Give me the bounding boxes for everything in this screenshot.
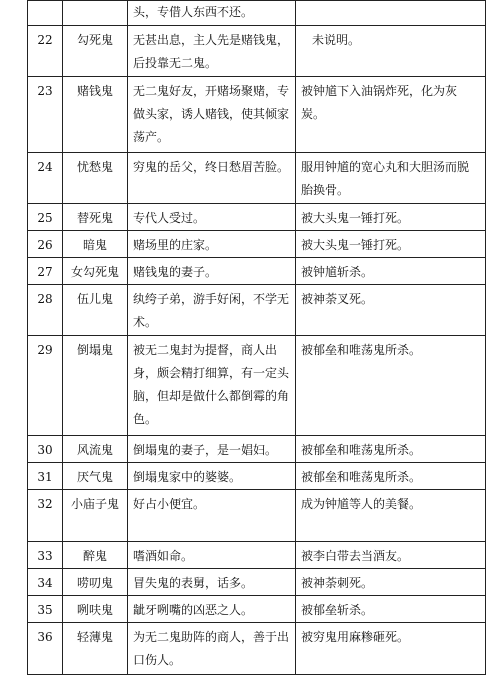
table-row [28, 623, 486, 675]
ghost-name: 轻薄鬼 [63, 623, 128, 675]
ghost-name: 倒塌鬼 [63, 336, 128, 436]
ghost-name [63, 1, 128, 26]
row-number: 25 [28, 204, 63, 231]
ghost-fate: 服用钟馗的宽心丸和大胆汤而脱胎换骨。 [296, 153, 486, 204]
ghost-fate: 被大头鬼一锤打死。 [296, 204, 486, 231]
row-number: 28 [28, 285, 63, 336]
ghost-description: 穷鬼的岳父，终日愁眉苦脸。 [128, 153, 296, 204]
table-row [28, 258, 486, 285]
ghost-description: 专代人受过。 [128, 204, 296, 231]
row-number: 22 [28, 26, 63, 77]
row-number: 36 [28, 623, 63, 675]
ghost-description: 赌钱鬼的妻子。 [128, 258, 296, 285]
row-number: 32 [28, 490, 63, 542]
row-number: 35 [28, 596, 63, 623]
table-row [28, 204, 486, 231]
ghost-fate [296, 1, 486, 26]
ghost-name: 伍儿鬼 [63, 285, 128, 336]
ghost-name: 醉鬼 [63, 542, 128, 569]
table-row [28, 463, 486, 490]
ghost-name: 唠叨鬼 [63, 569, 128, 596]
ghost-description: 无二鬼好友，开赌场聚赌，专做头家，诱人赌钱，使其倾家荡产。 [128, 77, 296, 153]
row-number: 27 [28, 258, 63, 285]
table-row [28, 26, 486, 77]
ghost-name: 暗鬼 [63, 231, 128, 258]
ghost-name: 赌钱鬼 [63, 77, 128, 153]
row-number: 31 [28, 463, 63, 490]
table-row [28, 77, 486, 153]
table-row [28, 542, 486, 569]
ghost-fate: 被神荼叉死。 [296, 285, 486, 336]
row-number: 33 [28, 542, 63, 569]
ghost-description: 头，专借人东西不还。 [128, 1, 296, 26]
ghost-fate: 未说明。 [296, 26, 486, 77]
row-number: 23 [28, 77, 63, 153]
ghost-fate: 被钟馗斩杀。 [296, 258, 486, 285]
ghost-fate: 被神荼刺死。 [296, 569, 486, 596]
ghost-name: 女勾死鬼 [63, 258, 128, 285]
ghost-name: 替死鬼 [63, 204, 128, 231]
table-row [28, 1, 486, 26]
row-number: 29 [28, 336, 63, 436]
ghost-description: 好占小便宜。 [128, 490, 296, 542]
ghost-description: 赌场里的庄家。 [128, 231, 296, 258]
table-row [28, 231, 486, 258]
ghost-table [27, 0, 486, 675]
row-number: 30 [28, 436, 63, 463]
table-row [28, 285, 486, 336]
row-number [28, 1, 63, 26]
ghost-description: 倒塌鬼家中的婆婆。 [128, 463, 296, 490]
ghost-description: 纨绔子弟，游手好闲，不学无术。 [128, 285, 296, 336]
ghost-fate: 被郁垒和唯荡鬼所杀。 [296, 436, 486, 463]
ghost-description: 冒失鬼的表舅，话多。 [128, 569, 296, 596]
ghost-description: 龇牙咧嘴的凶恶之人。 [128, 596, 296, 623]
ghost-name: 忧愁鬼 [63, 153, 128, 204]
table-row [28, 569, 486, 596]
ghost-name: 风流鬼 [63, 436, 128, 463]
ghost-fate: 被郁垒和唯荡鬼所杀。 [296, 336, 486, 436]
ghost-description: 倒塌鬼的妻子，是一娼妇。 [128, 436, 296, 463]
ghost-fate: 被郁垒和唯荡鬼所杀。 [296, 463, 486, 490]
ghost-description: 被无二鬼封为提督，商人出身，颇会精打细算，有一定头脑，但却是做什么都倒霉的角色。 [128, 336, 296, 436]
ghost-name: 小庙子鬼 [63, 490, 128, 542]
table-row [28, 336, 486, 436]
ghost-description: 嗜酒如命。 [128, 542, 296, 569]
row-number: 34 [28, 569, 63, 596]
table-row [28, 153, 486, 204]
ghost-description: 为无二鬼助阵的商人，善于出口伤人。 [128, 623, 296, 675]
ghost-name: 勾死鬼 [63, 26, 128, 77]
ghost-fate: 被穷鬼用麻糁砸死。 [296, 623, 486, 675]
ghost-fate: 被李白带去当酒友。 [296, 542, 486, 569]
ghost-fate: 被郁垒斩杀。 [296, 596, 486, 623]
ghost-fate: 被钟馗下入油锅炸死，化为灰炭。 [296, 77, 486, 153]
ghost-fate: 成为钟馗等人的美餐。 [296, 490, 486, 542]
table-row [28, 596, 486, 623]
table-row [28, 490, 486, 542]
row-number: 24 [28, 153, 63, 204]
table-row [28, 436, 486, 463]
ghost-name: 厌气鬼 [63, 463, 128, 490]
row-number: 26 [28, 231, 63, 258]
ghost-name: 咧呋鬼 [63, 596, 128, 623]
ghost-description: 无甚出息，主人先是赌钱鬼，后投靠无二鬼。 [128, 26, 296, 77]
ghost-fate: 被大头鬼一锤打死。 [296, 231, 486, 258]
